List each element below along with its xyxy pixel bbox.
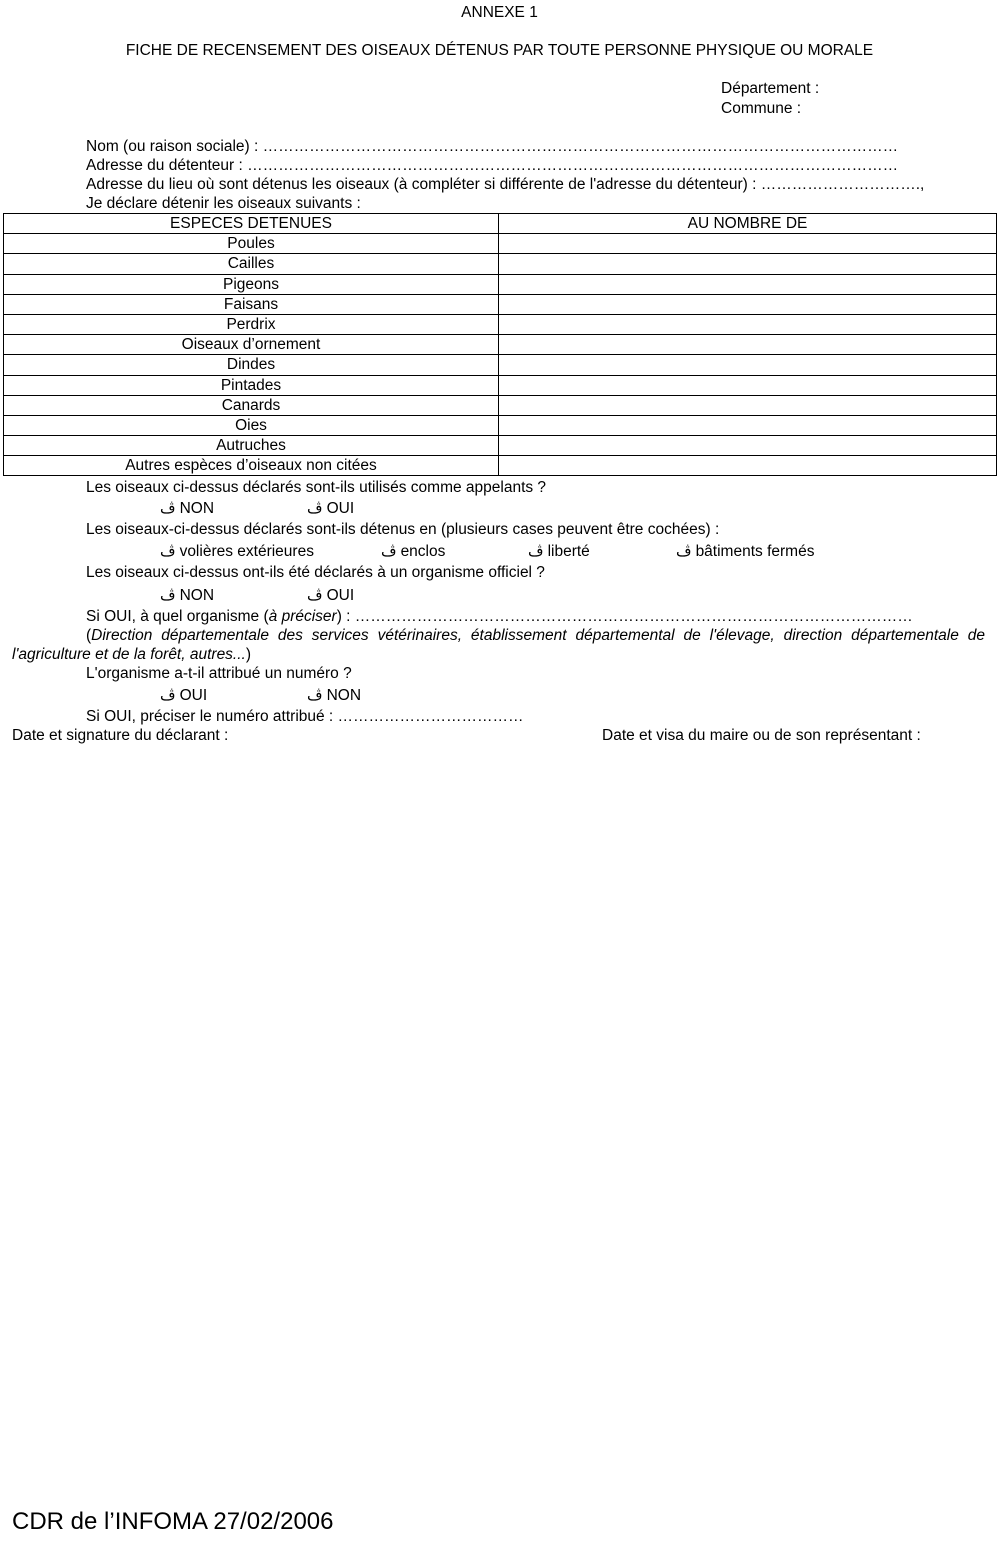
species-count-cell[interactable] bbox=[499, 436, 997, 456]
q3-option-non[interactable] bbox=[160, 586, 214, 605]
table-row bbox=[4, 415, 997, 435]
q5-option-oui-label: OUI bbox=[179, 687, 208, 704]
q2-option-liberte[interactable] bbox=[528, 542, 590, 561]
q2-option-volieres-label: volières extérieures bbox=[179, 543, 314, 560]
checkbox-icon[interactable]: ڤ bbox=[381, 543, 397, 560]
species-name-cell: Perdrix bbox=[4, 314, 499, 334]
species-count-cell[interactable] bbox=[499, 375, 997, 395]
declarant-signature-label: Date et signature du déclarant : bbox=[12, 727, 229, 744]
q5-option-non[interactable] bbox=[307, 686, 361, 705]
q4-prefix: Si OUI, à quel organisme ( bbox=[86, 608, 269, 625]
count-column-header: AU NOMBRE DE bbox=[499, 214, 997, 234]
q4-suffix: ) : ……………………………………………………………………………………………… bbox=[336, 608, 913, 625]
checkbox-icon[interactable]: ڤ bbox=[676, 543, 692, 560]
q2-option-batiments-label: bâtiments fermés bbox=[695, 543, 815, 560]
q2-option-enclos[interactable] bbox=[381, 542, 445, 561]
species-name-cell: Oies bbox=[4, 415, 499, 435]
table-row bbox=[4, 355, 997, 375]
q5-option-non-label: NON bbox=[326, 687, 362, 704]
checkbox-icon[interactable]: ڤ bbox=[528, 543, 544, 560]
species-column-header: ESPECES DETENUES bbox=[4, 214, 499, 234]
checkbox-icon[interactable]: ڤ bbox=[160, 587, 176, 604]
species-count-cell[interactable] bbox=[499, 234, 997, 254]
species-count-cell[interactable] bbox=[499, 314, 997, 334]
table-row bbox=[4, 314, 997, 334]
commune-label: Commune : bbox=[721, 100, 802, 117]
q4-italic: à préciser bbox=[268, 608, 337, 625]
species-count-cell[interactable] bbox=[499, 274, 997, 294]
checkbox-icon[interactable]: ڤ bbox=[307, 587, 323, 604]
species-name-cell: Pigeons bbox=[4, 274, 499, 294]
species-name-cell: Autres espèces d’oiseaux non citées bbox=[4, 456, 499, 476]
q4-note-italic: Direction départementale des services vétérinaires, établissement départemental de l'élevage, direction départementale de l'agriculture et de la forêt, autres... bbox=[12, 627, 985, 663]
species-count-cell[interactable] bbox=[499, 415, 997, 435]
checkbox-icon[interactable]: ڤ bbox=[160, 687, 176, 704]
q4-organisme-field bbox=[86, 607, 913, 626]
table-row bbox=[4, 254, 997, 274]
q4-note-open: ( bbox=[86, 627, 92, 644]
checkbox-icon[interactable]: ڤ bbox=[307, 500, 323, 517]
species-name-cell: Oiseaux d’ornement bbox=[4, 335, 499, 355]
species-count-cell[interactable] bbox=[499, 335, 997, 355]
species-name-cell: Poules bbox=[4, 234, 499, 254]
nom-field: Nom (ou raison sociale) : …………………………………………………………………………………………………………… bbox=[86, 138, 899, 155]
table-row bbox=[4, 456, 997, 476]
table-row bbox=[4, 375, 997, 395]
species-count-cell[interactable] bbox=[499, 456, 997, 476]
q1-option-non-label: NON bbox=[179, 500, 215, 517]
footer-text: CDR de l’INFOMA 27/02/2006 bbox=[12, 1508, 334, 1535]
species-table bbox=[3, 213, 997, 476]
q2-option-volieres[interactable] bbox=[160, 542, 314, 561]
document-title: FICHE DE RECENSEMENT DES OISEAUX DÉTENUS PAR TOUTE PERSONNE PHYSIQUE OU MORALE bbox=[125, 42, 874, 59]
table-row bbox=[4, 436, 997, 456]
maire-visa-label: Date et visa du maire ou de son représentant : bbox=[602, 727, 921, 744]
species-name-cell: Autruches bbox=[4, 436, 499, 456]
species-name-cell: Cailles bbox=[4, 254, 499, 274]
checkbox-icon[interactable]: ڤ bbox=[307, 687, 323, 704]
table-row bbox=[4, 395, 997, 415]
table-row bbox=[4, 274, 997, 294]
q5-option-oui[interactable] bbox=[160, 686, 207, 705]
q1-option-oui[interactable] bbox=[307, 499, 354, 518]
adresse-detenteur-field: Adresse du détenteur : ……………………………………………………………………………………………………………… bbox=[86, 157, 899, 174]
species-table-body bbox=[4, 234, 997, 476]
q4-note-close: ) bbox=[245, 646, 252, 663]
departement-label: Département : bbox=[721, 80, 820, 97]
q5-question: L'organisme a-t-il attribué un numéro ? bbox=[86, 665, 352, 682]
species-count-cell[interactable] bbox=[499, 294, 997, 314]
species-name-cell: Pintades bbox=[4, 375, 499, 395]
q2-option-liberte-label: liberté bbox=[547, 543, 590, 560]
q1-option-oui-label: OUI bbox=[326, 500, 355, 517]
table-header-row bbox=[4, 214, 997, 234]
table-row bbox=[4, 335, 997, 355]
species-name-cell: Canards bbox=[4, 395, 499, 415]
q1-question: Les oiseaux ci-dessus déclarés sont-ils utilisés comme appelants ? bbox=[86, 479, 547, 496]
checkbox-icon[interactable]: ڤ bbox=[160, 543, 176, 560]
q1-option-non[interactable] bbox=[160, 499, 214, 518]
q3-option-oui-label: OUI bbox=[326, 587, 355, 604]
species-name-cell: Faisans bbox=[4, 294, 499, 314]
annex-label: ANNEXE 1 bbox=[461, 4, 538, 21]
q2-option-batiments[interactable] bbox=[676, 542, 814, 561]
q2-question: Les oiseaux-ci-dessus déclarés sont-ils détenus en (plusieurs cases peuvent être cochées) : bbox=[86, 521, 720, 538]
species-name-cell: Dindes bbox=[4, 355, 499, 375]
q4-note bbox=[12, 626, 985, 664]
q3-option-non-label: NON bbox=[179, 587, 215, 604]
q3-question: Les oiseaux ci-dessus ont-ils été déclarés à un organisme officiel ? bbox=[86, 564, 545, 581]
checkbox-icon[interactable]: ڤ bbox=[160, 500, 176, 517]
species-count-cell[interactable] bbox=[499, 254, 997, 274]
q2-option-enclos-label: enclos bbox=[400, 543, 446, 560]
declaration-text: Je déclare détenir les oiseaux suivants : bbox=[86, 195, 361, 212]
q5-numero-field: Si OUI, préciser le numéro attribué : ……………………………… bbox=[86, 708, 524, 725]
species-count-cell[interactable] bbox=[499, 395, 997, 415]
q3-option-oui[interactable] bbox=[307, 586, 354, 605]
table-row bbox=[4, 294, 997, 314]
table-row bbox=[4, 234, 997, 254]
adresse-lieu-field: Adresse du lieu où sont détenus les oiseaux (à compléter si différente de l'adresse du détenteur) : …………………………., bbox=[86, 176, 925, 193]
species-count-cell[interactable] bbox=[499, 355, 997, 375]
